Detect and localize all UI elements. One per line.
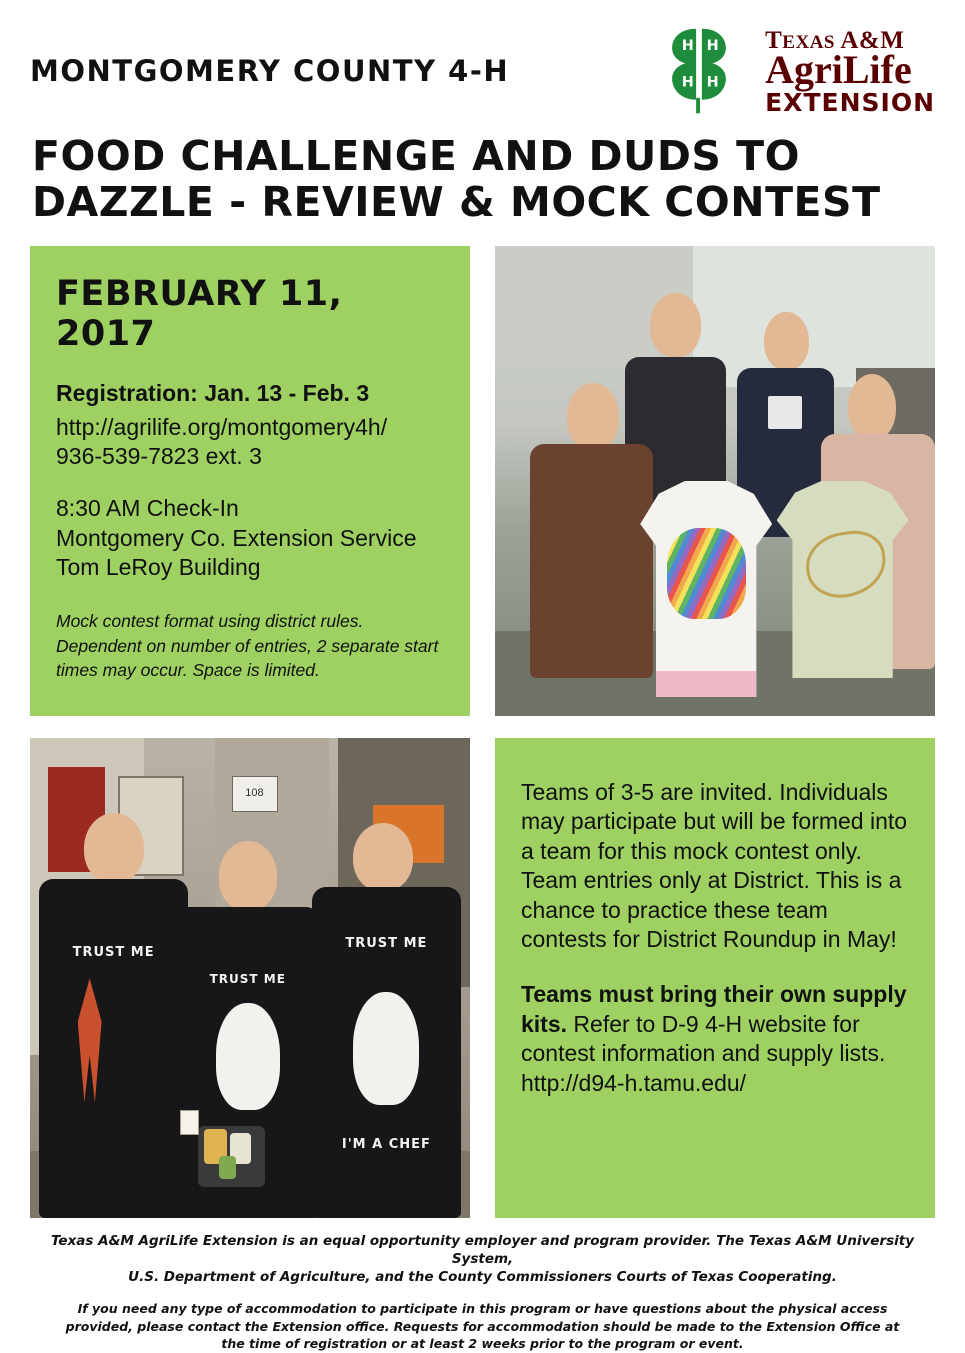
- supply-kit-bold: Teams must bring their own supply kits.: [521, 981, 907, 1037]
- district-website-url[interactable]: http://d94-h.tamu.edu/: [521, 1069, 747, 1096]
- room-number-sign: 108: [245, 787, 264, 799]
- page-title: FOOD CHALLENGE AND DUDS TO DAZZLE - REVIEW & MOCK CONTEST: [32, 132, 881, 226]
- person-front-left: [530, 377, 653, 678]
- footer-line-3: If you need any type of accommodation to participate in this program or have questions about the physical access: [77, 1301, 888, 1317]
- registration-url[interactable]: http://agrilife.org/montgomery4h/: [56, 413, 388, 440]
- photo-duds-to-dazzle: [495, 246, 935, 716]
- tee-text-center: TRUST ME: [209, 972, 286, 987]
- person-right-chef: [312, 815, 462, 1218]
- shirt-embroidery-graphic: [801, 527, 889, 603]
- decorated-white-shirt: [640, 481, 772, 697]
- decorated-green-shirt: [777, 481, 909, 678]
- event-date: FEBRUARY 11, 2017: [56, 273, 343, 354]
- snoopy-chef-graphic: [216, 1003, 280, 1111]
- footer-line-1: Texas A&M AgriLife Extension is an equal opportunity employer and program provider. The Texas A&M University System,: [50, 1232, 915, 1268]
- agrilife-extension-word: EXTENSION: [765, 87, 935, 117]
- four-leaf-clover-icon: [651, 23, 747, 119]
- svg-text:H: H: [681, 37, 694, 54]
- svg-text:H: H: [706, 37, 719, 54]
- person-left-chef: [39, 805, 189, 1218]
- tee-text-right-line1: TRUST ME: [345, 935, 428, 951]
- rainbow-zebra-graphic: [667, 528, 746, 619]
- svg-text:H: H: [706, 74, 719, 91]
- details-paragraph: Teams of 3-5 are invited. Individuals may participate but will be formed into a team for this mock contest only. Team entries only at District. This is a chance to practice these team contests for District Roundup in May!: [521, 778, 908, 952]
- supply-kit-note: [521, 980, 909, 1068]
- contest-details-panel: [495, 738, 935, 1218]
- contact-phone: 936-539-7823 ext. 3: [56, 443, 262, 470]
- person-center-chef: [175, 834, 320, 1218]
- organization-title: MONTGOMERY COUNTY 4-H: [30, 54, 510, 88]
- name-tag: [180, 1110, 199, 1135]
- agrilife-word: AgriLife: [765, 46, 912, 92]
- photo-food-challenge: [30, 738, 470, 1218]
- registration-dates: Registration: Jan. 13 - Feb. 3: [56, 379, 370, 406]
- agrilife-extension-logo: [765, 28, 935, 115]
- tee-text-right-line2: I'M A CHEF: [341, 1137, 431, 1153]
- supply-kit-rest: Refer to D-9 4-H website for contest information and supply lists.: [521, 1010, 886, 1067]
- footer-line-2: U.S. Department of Agriculture, and the County Commissioners Courts of Texas Cooperating.: [128, 1269, 837, 1286]
- location-line-2: Tom LeRoy Building: [56, 554, 261, 581]
- svg-text:H: H: [681, 74, 694, 91]
- tee-text-left: TRUST ME: [72, 945, 155, 961]
- content-grid: [30, 246, 935, 1218]
- page-header: [30, 0, 935, 120]
- footer-line-4: provided, please contact the Extension office. Requests for accommodation should be made to the Extension Office at: [65, 1318, 900, 1334]
- legal-footer: [30, 1232, 935, 1353]
- event-info-panel: [30, 246, 470, 716]
- location-line-1: Montgomery Co. Extension Service: [56, 524, 417, 551]
- footer-line-5: the time of registration or at least 2 weeks prior to the program or event.: [221, 1336, 744, 1352]
- event-note: Mock contest format using district rules. Dependent on number of entries, 2 separate start times may occur. Space is limited.: [56, 611, 439, 680]
- snoopy-chef-graphic-right: [353, 992, 419, 1105]
- agrilife-texas-line: TEXAS A&M: [765, 26, 905, 54]
- check-in-time: 8:30 AM Check-In: [56, 494, 239, 521]
- logo-group: [651, 23, 935, 119]
